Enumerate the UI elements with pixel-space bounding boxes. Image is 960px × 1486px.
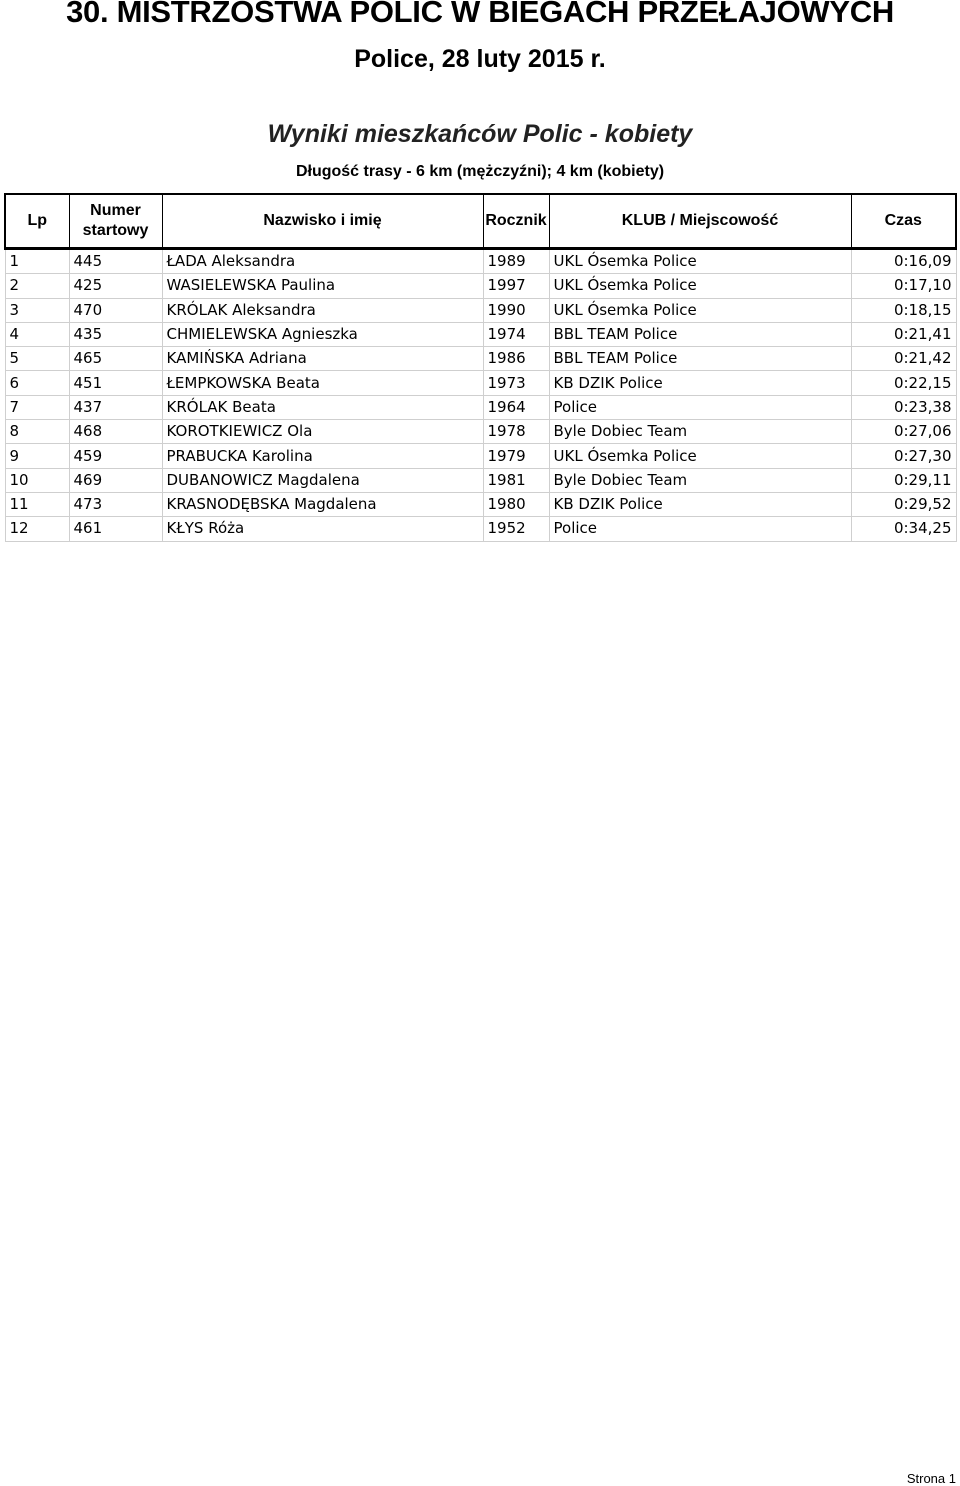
cell-year: 1952 xyxy=(483,517,549,541)
results-body xyxy=(5,249,956,542)
cell-year: 1979 xyxy=(483,444,549,468)
cell-lp: 12 xyxy=(5,517,69,541)
cell-time: 0:17,10 xyxy=(851,274,956,298)
cell-lp: 7 xyxy=(5,395,69,419)
cell-start-number: 459 xyxy=(69,444,162,468)
course-distance: Długość trasy - 6 km (mężczyźni); 4 km (kobiety) xyxy=(295,163,665,180)
cell-name: ŁEMPKOWSKA Beata xyxy=(162,371,483,395)
table-header-row xyxy=(5,194,956,249)
cell-year: 1980 xyxy=(483,492,549,516)
cell-time: 0:29,52 xyxy=(851,492,956,516)
cell-club: Byle Dobiec Team xyxy=(549,420,851,444)
cell-name: KRÓLAK Aleksandra xyxy=(162,298,483,322)
cell-club: BBL TEAM Police xyxy=(549,347,851,371)
table-row xyxy=(5,444,956,468)
cell-name: KRÓLAK Beata xyxy=(162,395,483,419)
cell-start-number: 473 xyxy=(69,492,162,516)
cell-time: 0:23,38 xyxy=(851,395,956,419)
cell-year: 1990 xyxy=(483,298,549,322)
page-number: Strona 1 xyxy=(906,1471,956,1486)
cell-start-number: 445 xyxy=(69,249,162,274)
cell-lp: 4 xyxy=(5,322,69,346)
cell-lp: 11 xyxy=(5,492,69,516)
table-row xyxy=(5,517,956,541)
cell-name: KRASNODĘBSKA Magdalena xyxy=(162,492,483,516)
cell-name: WASIELEWSKA Paulina xyxy=(162,274,483,298)
cell-start-number: 465 xyxy=(69,347,162,371)
cell-name: KŁYS Róża xyxy=(162,517,483,541)
cell-year: 1964 xyxy=(483,395,549,419)
cell-time: 0:34,25 xyxy=(851,517,956,541)
cell-lp: 9 xyxy=(5,444,69,468)
cell-club: UKL Ósemka Police xyxy=(549,249,851,274)
cell-name: PRABUCKA Karolina xyxy=(162,444,483,468)
cell-time: 0:27,06 xyxy=(851,420,956,444)
cell-lp: 2 xyxy=(5,274,69,298)
table-row xyxy=(5,298,956,322)
column-header-start-number xyxy=(69,194,162,249)
table-row xyxy=(5,468,956,492)
cell-start-number: 469 xyxy=(69,468,162,492)
cell-year: 1973 xyxy=(483,371,549,395)
cell-club: BBL TEAM Police xyxy=(549,322,851,346)
cell-lp: 3 xyxy=(5,298,69,322)
results-heading: Wyniki mieszkańców Polic - kobiety xyxy=(267,120,693,148)
cell-lp: 5 xyxy=(5,347,69,371)
cell-year: 1986 xyxy=(483,347,549,371)
cell-club: UKL Ósemka Police xyxy=(549,298,851,322)
table-row xyxy=(5,347,956,371)
event-date-location: Police, 28 luty 2015 r. xyxy=(354,45,606,73)
cell-time: 0:22,15 xyxy=(851,371,956,395)
cell-lp: 10 xyxy=(5,468,69,492)
cell-club: KB DZIK Police xyxy=(549,492,851,516)
column-header-start-number-line2: startowy xyxy=(82,222,149,239)
table-row xyxy=(5,249,956,274)
document-title: 30. MISTRZOSTWA POLIC W BIEGACH PRZEŁAJOWYCH xyxy=(66,0,894,29)
column-header-lp: Lp xyxy=(5,194,69,249)
column-header-club: KLUB / Miejscowość xyxy=(549,194,851,249)
cell-name: KOROTKIEWICZ Ola xyxy=(162,420,483,444)
cell-year: 1981 xyxy=(483,468,549,492)
table-row xyxy=(5,274,956,298)
cell-year: 1974 xyxy=(483,322,549,346)
table-row xyxy=(5,492,956,516)
cell-time: 0:27,30 xyxy=(851,444,956,468)
cell-start-number: 468 xyxy=(69,420,162,444)
cell-time: 0:29,11 xyxy=(851,468,956,492)
cell-time: 0:18,15 xyxy=(851,298,956,322)
column-header-year: Rocznik xyxy=(483,194,549,249)
cell-start-number: 435 xyxy=(69,322,162,346)
cell-club: UKL Ósemka Police xyxy=(549,444,851,468)
table-row xyxy=(5,371,956,395)
cell-start-number: 437 xyxy=(69,395,162,419)
cell-time: 0:21,41 xyxy=(851,322,956,346)
table-row xyxy=(5,395,956,419)
cell-club: KB DZIK Police xyxy=(549,371,851,395)
cell-time: 0:16,09 xyxy=(851,249,956,274)
cell-name: CHMIELEWSKA Agnieszka xyxy=(162,322,483,346)
column-header-time: Czas xyxy=(851,194,956,249)
cell-start-number: 451 xyxy=(69,371,162,395)
cell-year: 1989 xyxy=(483,249,549,274)
cell-time: 0:21,42 xyxy=(851,347,956,371)
cell-name: ŁADA Aleksandra xyxy=(162,249,483,274)
results-table xyxy=(4,193,957,542)
table-row xyxy=(5,322,956,346)
column-header-start-number-line1: Numer xyxy=(90,202,141,219)
cell-lp: 6 xyxy=(5,371,69,395)
cell-club: Byle Dobiec Team xyxy=(549,468,851,492)
cell-lp: 1 xyxy=(5,249,69,274)
cell-lp: 8 xyxy=(5,420,69,444)
cell-year: 1997 xyxy=(483,274,549,298)
cell-name: KAMIŃSKA Adriana xyxy=(162,347,483,371)
cell-club: UKL Ósemka Police xyxy=(549,274,851,298)
table-row xyxy=(5,420,956,444)
cell-club: Police xyxy=(549,517,851,541)
cell-start-number: 461 xyxy=(69,517,162,541)
cell-name: DUBANOWICZ Magdalena xyxy=(162,468,483,492)
column-header-name: Nazwisko i imię xyxy=(162,194,483,249)
cell-club: Police xyxy=(549,395,851,419)
cell-start-number: 425 xyxy=(69,274,162,298)
cell-start-number: 470 xyxy=(69,298,162,322)
cell-year: 1978 xyxy=(483,420,549,444)
